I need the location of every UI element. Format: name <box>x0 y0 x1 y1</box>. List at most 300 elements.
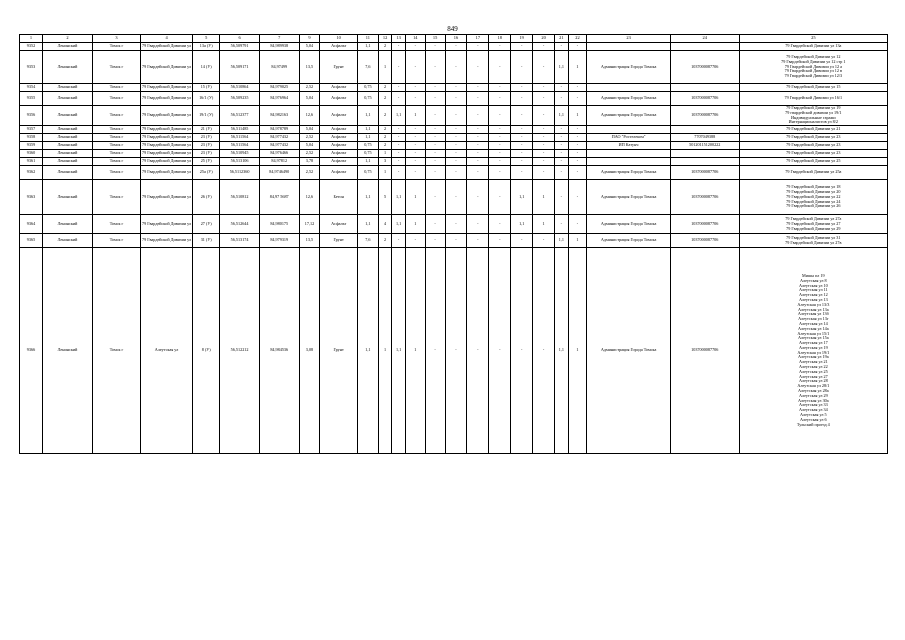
address-line: 79 Гвардейской Дивизии ул 13а <box>785 43 842 49</box>
table-cell: 19/1 (У) <box>193 106 220 126</box>
table-row <box>20 248 888 454</box>
table-cell: 56,511564 <box>220 142 260 150</box>
table-cell: Томск г <box>93 92 141 106</box>
table-cell: 17,12 <box>299 215 320 234</box>
address-line: Алеутская ул 28 <box>798 378 828 384</box>
addresses-cell <box>739 158 887 166</box>
column-number: 6 <box>220 35 260 43</box>
addresses-cell <box>739 134 887 142</box>
table-cell: - <box>489 43 511 51</box>
table-cell: 1,1 <box>357 158 378 166</box>
address-line: 79 Гвардейской Дивизии ул 25а <box>785 169 842 175</box>
table-cell: - <box>405 84 425 92</box>
table-cell: - <box>533 166 555 180</box>
table-cell <box>587 158 670 166</box>
table-cell: 1 <box>405 180 425 215</box>
address-line: Индивидуальные гаражи <box>791 114 836 120</box>
table-cell: - <box>467 215 489 234</box>
table-cell: 1 <box>405 215 425 234</box>
table-row <box>20 215 888 234</box>
table-cell: 84,984536 <box>259 248 299 454</box>
table-row <box>20 43 888 51</box>
column-number: 21 <box>555 35 569 43</box>
table-cell: Асфальт <box>320 166 358 180</box>
table-row <box>20 158 888 166</box>
address-line: 79 Гвардейской Дивизии ул 12 <box>786 54 841 59</box>
table-cell: 2 <box>378 126 392 134</box>
table-cell: 1037000087706 <box>670 215 739 234</box>
table-cell: 26 (У) <box>193 180 220 215</box>
column-number: 4 <box>140 35 192 43</box>
table-cell: ИП Катунч <box>587 142 670 150</box>
table-cell: 2 <box>378 142 392 150</box>
table-cell: 1 <box>378 51 392 84</box>
address-line: 79 Гвардейской Дивизии ул 15 <box>786 84 841 90</box>
table-cell: - <box>555 166 569 180</box>
table-cell: Ленинский <box>42 158 92 166</box>
table-cell: Асфальт <box>320 126 358 134</box>
address-line: 79 Гвардейской Дивизии ул 12/3 <box>784 73 843 79</box>
address-line: Алеутская ул 6 <box>800 416 827 422</box>
column-number: 19 <box>511 35 533 43</box>
table-cell: 79 Гвардейской Дивизии ул <box>140 126 192 134</box>
table-cell: 1,1 <box>357 106 378 126</box>
address-line: 79 Гвардейской Дивизии ул 23 <box>786 134 841 140</box>
table-cell: - <box>467 166 489 180</box>
registry-table <box>19 34 888 454</box>
table-cell: - <box>467 51 489 84</box>
table-cell: 79 Гвардейской Дивизии ул <box>140 234 192 248</box>
addresses-cell <box>739 234 887 248</box>
table-cell: - <box>392 234 406 248</box>
table-cell <box>670 158 739 166</box>
table-cell: Администрация Города Томска <box>587 234 670 248</box>
table-cell: Администрация Города Томска <box>587 106 670 126</box>
table-cell: - <box>511 92 533 106</box>
table-cell: 1 <box>568 248 587 454</box>
table-cell: Асфальт <box>320 92 358 106</box>
table-cell: 1037000087706 <box>670 166 739 180</box>
table-cell: - <box>533 150 555 158</box>
table-cell: - <box>467 142 489 150</box>
table-cell: - <box>445 150 467 158</box>
table-cell: 5 <box>378 180 392 215</box>
table-cell: 79 Гвардейской Дивизии ул <box>140 134 192 142</box>
table-cell: 21 (У) <box>193 126 220 134</box>
table-cell: 56,512212 <box>220 248 260 454</box>
table-cell: 9353 <box>20 51 43 84</box>
table-cell: 79 Гвардейской Дивизии ул <box>140 158 192 166</box>
table-row <box>20 180 888 215</box>
table-cell: Томск г <box>93 134 141 142</box>
table-cell: 56,509791 <box>220 43 260 51</box>
column-number: 10 <box>320 35 358 43</box>
column-number: 20 <box>533 35 555 43</box>
table-cell: - <box>392 126 406 134</box>
table-cell: - <box>568 142 587 150</box>
table-cell: 9360 <box>20 150 43 158</box>
table-cell <box>587 126 670 134</box>
table-cell: - <box>467 150 489 158</box>
column-number: 7 <box>259 35 299 43</box>
table-cell: 5,04 <box>299 43 320 51</box>
table-cell: - <box>467 158 489 166</box>
table-cell: 1 <box>533 180 555 215</box>
table-cell: 84,977432 <box>259 134 299 142</box>
table-cell: 13а (У) <box>193 43 220 51</box>
column-number: 22 <box>568 35 587 43</box>
table-cell: Ленинский <box>42 234 92 248</box>
table-cell: 56,512644 <box>220 215 260 234</box>
table-cell: 2 <box>378 106 392 126</box>
table-cell: - <box>467 126 489 134</box>
table-cell: 56,512377 <box>220 106 260 126</box>
table-cell: - <box>405 142 425 150</box>
table-cell: Ленинский <box>42 166 92 180</box>
address-line: 79 Гвардейской Дивизии ул 31 <box>786 234 841 240</box>
table-cell: Томск г <box>93 180 141 215</box>
table-cell: 79 Гвардейской Дивизии ул <box>140 215 192 234</box>
column-number: 18 <box>489 35 511 43</box>
address-line: Алеутская ул 15/1 <box>797 330 830 336</box>
table-cell: Администрация Города Томска <box>587 215 670 234</box>
table-cell: Асфальт <box>320 106 358 126</box>
table-cell: - <box>533 248 555 454</box>
table-cell: - <box>425 106 445 126</box>
table-cell: - <box>445 166 467 180</box>
address-line: Алеутская ул 21 <box>798 359 828 365</box>
table-cell: 0,75 <box>357 142 378 150</box>
table-cell: Томск г <box>93 248 141 454</box>
addresses-cell <box>739 106 887 126</box>
table-cell: - <box>425 84 445 92</box>
table-cell: - <box>489 51 511 84</box>
address-line: 79 Гвардейской Дивизии ул 18 <box>786 184 841 190</box>
table-cell: - <box>533 92 555 106</box>
table-row <box>20 234 888 248</box>
table-cell: Асфальт <box>320 215 358 234</box>
addresses-cell <box>739 248 887 454</box>
address-line: Алеутская ул 13г <box>798 316 829 322</box>
table-row <box>20 92 888 106</box>
table-cell: 56,510945 <box>220 150 260 158</box>
address-line: 79 Гвардейской Дивизии ул 22 <box>786 193 841 199</box>
table-cell: 2 <box>378 234 392 248</box>
table-cell: - <box>489 234 511 248</box>
column-number: 14 <box>405 35 425 43</box>
table-cell: - <box>555 126 569 134</box>
table-cell: - <box>405 158 425 166</box>
table-cell: 1,1 <box>511 215 533 234</box>
table-cell: 9362 <box>20 166 43 180</box>
table-cell: 3,08 <box>299 248 320 454</box>
table-cell: Ленинский <box>42 180 92 215</box>
table-cell: - <box>533 158 555 166</box>
column-number: 2 <box>42 35 92 43</box>
address-line: Алеутская ул 13б <box>797 311 829 317</box>
addresses-cell <box>739 126 887 134</box>
page-number: 849 <box>447 25 458 33</box>
table-cell: 14 (У) <box>193 51 220 84</box>
address-line: Алеутская ул 19а <box>798 354 829 360</box>
table-cell: - <box>511 234 533 248</box>
table-cell: - <box>555 150 569 158</box>
table-cell: 1 <box>378 150 392 158</box>
table-cell: - <box>405 134 425 142</box>
table-row <box>20 51 888 84</box>
address-line: Алеутская ул 12 <box>798 292 828 298</box>
table-cell: - <box>511 51 533 84</box>
table-cell: Томск г <box>93 51 141 84</box>
table-cell <box>587 150 670 158</box>
table-cell: - <box>445 106 467 126</box>
table-cell: - <box>425 180 445 215</box>
table-cell: - <box>425 166 445 180</box>
address-line: Алеутская ул 11 <box>799 287 828 293</box>
table-cell: - <box>489 134 511 142</box>
table-cell: - <box>425 234 445 248</box>
column-number: 23 <box>587 35 670 43</box>
table-cell: - <box>445 126 467 134</box>
address-line: 79 Гвардейской Дивизии ул 27а <box>785 215 842 221</box>
table-cell: Грунт <box>320 234 358 248</box>
column-number: 24 <box>670 35 739 43</box>
table-cell: 1037000087706 <box>670 92 739 106</box>
table-cell: - <box>467 134 489 142</box>
column-number: 25 <box>739 35 887 43</box>
table-cell: 501201151200222 <box>670 142 739 150</box>
address-line: 79 Гвардейской Дивизии ул 25 <box>786 158 841 164</box>
table-cell: 9356 <box>20 106 43 126</box>
table-cell: - <box>511 166 533 180</box>
table-cell: 5,04 <box>299 142 320 150</box>
column-number: 15 <box>425 35 445 43</box>
table-cell: Администрация Города Томска <box>587 51 670 84</box>
table-row <box>20 134 888 142</box>
table-cell: 2 <box>378 84 392 92</box>
table-cell: - <box>405 234 425 248</box>
table-cell: 23 (У) <box>193 150 220 158</box>
table-cell: 15 (У) <box>193 84 220 92</box>
table-cell: 56,5112360 <box>220 166 260 180</box>
table-cell: - <box>489 180 511 215</box>
table-cell: - <box>568 126 587 134</box>
table-cell: 9359 <box>20 142 43 150</box>
table-cell: - <box>489 142 511 150</box>
table-cell: - <box>568 43 587 51</box>
table-cell: 1,1 <box>555 234 569 248</box>
table-cell: Администрация Города Томска <box>587 248 670 454</box>
table-cell: - <box>425 51 445 84</box>
table-cell: 56,513106 <box>220 158 260 166</box>
table-cell: - <box>533 142 555 150</box>
column-number: 1 <box>20 35 43 43</box>
table-row <box>20 126 888 134</box>
table-cell: 27 (У) <box>193 215 220 234</box>
table-cell: Администрация Города Томска <box>587 180 670 215</box>
table-cell: - <box>445 142 467 150</box>
table-cell: 1,1 <box>392 215 406 234</box>
table-cell: 79 Гвардейской Дивизии ул <box>140 106 192 126</box>
table-cell: - <box>405 150 425 158</box>
table-cell: - <box>425 126 445 134</box>
table-cell: 25 (У) <box>193 158 220 166</box>
table-cell: - <box>392 166 406 180</box>
table-cell: 84,978789 <box>259 126 299 134</box>
table-cell: Ленинский <box>42 43 92 51</box>
address-line: Тульский проезд 4 <box>796 421 830 427</box>
table-cell: - <box>467 180 489 215</box>
address-line: Алеутская ул 10 <box>798 282 828 288</box>
table-cell: - <box>555 43 569 51</box>
column-number: 9 <box>299 35 320 43</box>
table-cell: 25а (У) <box>193 166 220 180</box>
table-cell: 1,1 <box>392 180 406 215</box>
address-line: Алеутская ул 8 <box>800 277 827 283</box>
table-cell: Томск г <box>93 106 141 126</box>
table-cell: - <box>568 92 587 106</box>
table-cell: - <box>533 126 555 134</box>
table-cell: - <box>405 43 425 51</box>
table-cell: - <box>511 158 533 166</box>
table-cell: - <box>392 51 406 84</box>
table-cell: - <box>533 134 555 142</box>
table-cell: 1,1 <box>555 248 569 454</box>
table-cell: 2,52 <box>299 134 320 142</box>
table-cell: 4 <box>378 215 392 234</box>
table-cell: 1 <box>568 51 587 84</box>
address-line: 79 Гвардейской Дивизии ул 12 а <box>784 63 842 69</box>
table-cell: 79 Гвардейской Дивизии ул <box>140 51 192 84</box>
table-cell: - <box>489 84 511 92</box>
header-row <box>20 35 888 43</box>
table-cell: 2,52 <box>299 150 320 158</box>
address-line: Алеутская ул 27 <box>798 373 828 379</box>
table-cell: - <box>425 215 445 234</box>
address-line: Алеутская ул 14а <box>798 325 829 331</box>
table-cell: - <box>445 158 467 166</box>
table-cell: - <box>445 84 467 92</box>
table-cell: - <box>445 215 467 234</box>
addresses-cell <box>739 92 887 106</box>
table-cell: - <box>392 142 406 150</box>
table-cell: Ленинский <box>42 142 92 150</box>
table-cell: - <box>445 234 467 248</box>
table-cell <box>670 126 739 134</box>
table-cell: 1037000087706 <box>670 51 739 84</box>
table-cell: 2,52 <box>299 166 320 180</box>
table-cell: 1,1 <box>357 134 378 142</box>
table-cell: - <box>511 134 533 142</box>
table-cell: 9355 <box>20 92 43 106</box>
table-cell: Томск г <box>93 126 141 134</box>
table-cell: Томск г <box>93 215 141 234</box>
table-cell: - <box>568 215 587 234</box>
table-cell: 9352 <box>20 43 43 51</box>
table-cell: Асфальт <box>320 84 358 92</box>
table-cell: - <box>555 180 569 215</box>
address-line: 79 Гвардейской Дивизии ул 27в <box>785 239 842 245</box>
table-cell: Томск г <box>93 43 141 51</box>
addresses-cell <box>739 142 887 150</box>
table-cell: - <box>568 166 587 180</box>
table-cell: 1 <box>568 234 587 248</box>
table-cell: 79 Гвардейской Дивизии ул <box>140 43 192 51</box>
table-cell: Асфальт <box>320 142 358 150</box>
table-cell: - <box>511 43 533 51</box>
table-cell: - <box>425 134 445 142</box>
table-cell: 84,976964 <box>259 92 299 106</box>
table-cell: 23 (У) <box>193 134 220 142</box>
table-cell: 56,510864 <box>220 84 260 92</box>
table-cell: - <box>489 248 511 454</box>
addresses-cell <box>739 215 887 234</box>
table-cell: Асфальт <box>320 134 358 142</box>
table-cell: - <box>555 134 569 142</box>
address-line: 79 Гвардейской Дивизии ул 16/1 <box>784 95 843 101</box>
address-line: 79 Гвардейской Дивизии ул 24 <box>786 198 841 204</box>
table-cell: - <box>467 92 489 106</box>
table-cell: 1037000087706 <box>670 234 739 248</box>
table-cell: - <box>405 166 425 180</box>
table-cell: Томск г <box>93 150 141 158</box>
table-cell: 79 Гвардейской Дивизии ул <box>140 142 192 150</box>
address-line: Алеутская ул 34 <box>798 407 828 413</box>
table-cell: 8 (У) <box>193 248 220 454</box>
table-cell: 1,1 <box>357 215 378 234</box>
address-line: Алеутская ул 14 <box>798 320 828 326</box>
table-cell: 9366 <box>20 248 43 454</box>
table-cell: 23 (У) <box>193 142 220 150</box>
table-cell: - <box>555 142 569 150</box>
table-cell: 84,989938 <box>259 43 299 51</box>
table-cell: - <box>445 43 467 51</box>
table-cell: 9354 <box>20 84 43 92</box>
table-cell: 9364 <box>20 215 43 234</box>
table-cell: 9357 <box>20 126 43 134</box>
table-cell: 79 Гвардейской Дивизии ул <box>140 84 192 92</box>
table-cell: 13,5 <box>299 234 320 248</box>
table-cell: - <box>511 106 533 126</box>
table-cell: 1,1 <box>357 180 378 215</box>
table-cell: - <box>392 134 406 142</box>
table-cell: 9361 <box>20 158 43 166</box>
address-line: Алеутская ул 13а <box>798 306 829 312</box>
table-row <box>20 150 888 158</box>
table-cell: - <box>511 142 533 150</box>
table-cell: - <box>533 43 555 51</box>
table-cell: - <box>568 134 587 142</box>
table-cell: 1,1 <box>555 106 569 126</box>
table-cell: 1,1 <box>392 248 406 454</box>
address-line: Алеутская ул 28а <box>798 388 829 394</box>
table-cell: - <box>425 248 445 454</box>
table-cell: - <box>467 248 489 454</box>
table-cell: - <box>489 92 511 106</box>
table-cell: 5,04 <box>299 126 320 134</box>
column-number: 12 <box>378 35 392 43</box>
address-line: 79 Гвардейской Дивизии ул 12 в <box>784 68 843 74</box>
table-cell: 84,979319 <box>259 234 299 248</box>
table-cell: - <box>467 234 489 248</box>
table-cell: - <box>489 150 511 158</box>
address-line: 79 Гвардейской Дивизии ул 26 <box>786 203 841 209</box>
table-cell: 84,97812 <box>259 158 299 166</box>
table-cell: 7707049388 <box>670 134 739 142</box>
table-cell: Грунт <box>320 51 358 84</box>
table-cell: 79 Гвардейской Дивизии ул <box>140 150 192 158</box>
table-cell: - <box>405 51 425 84</box>
